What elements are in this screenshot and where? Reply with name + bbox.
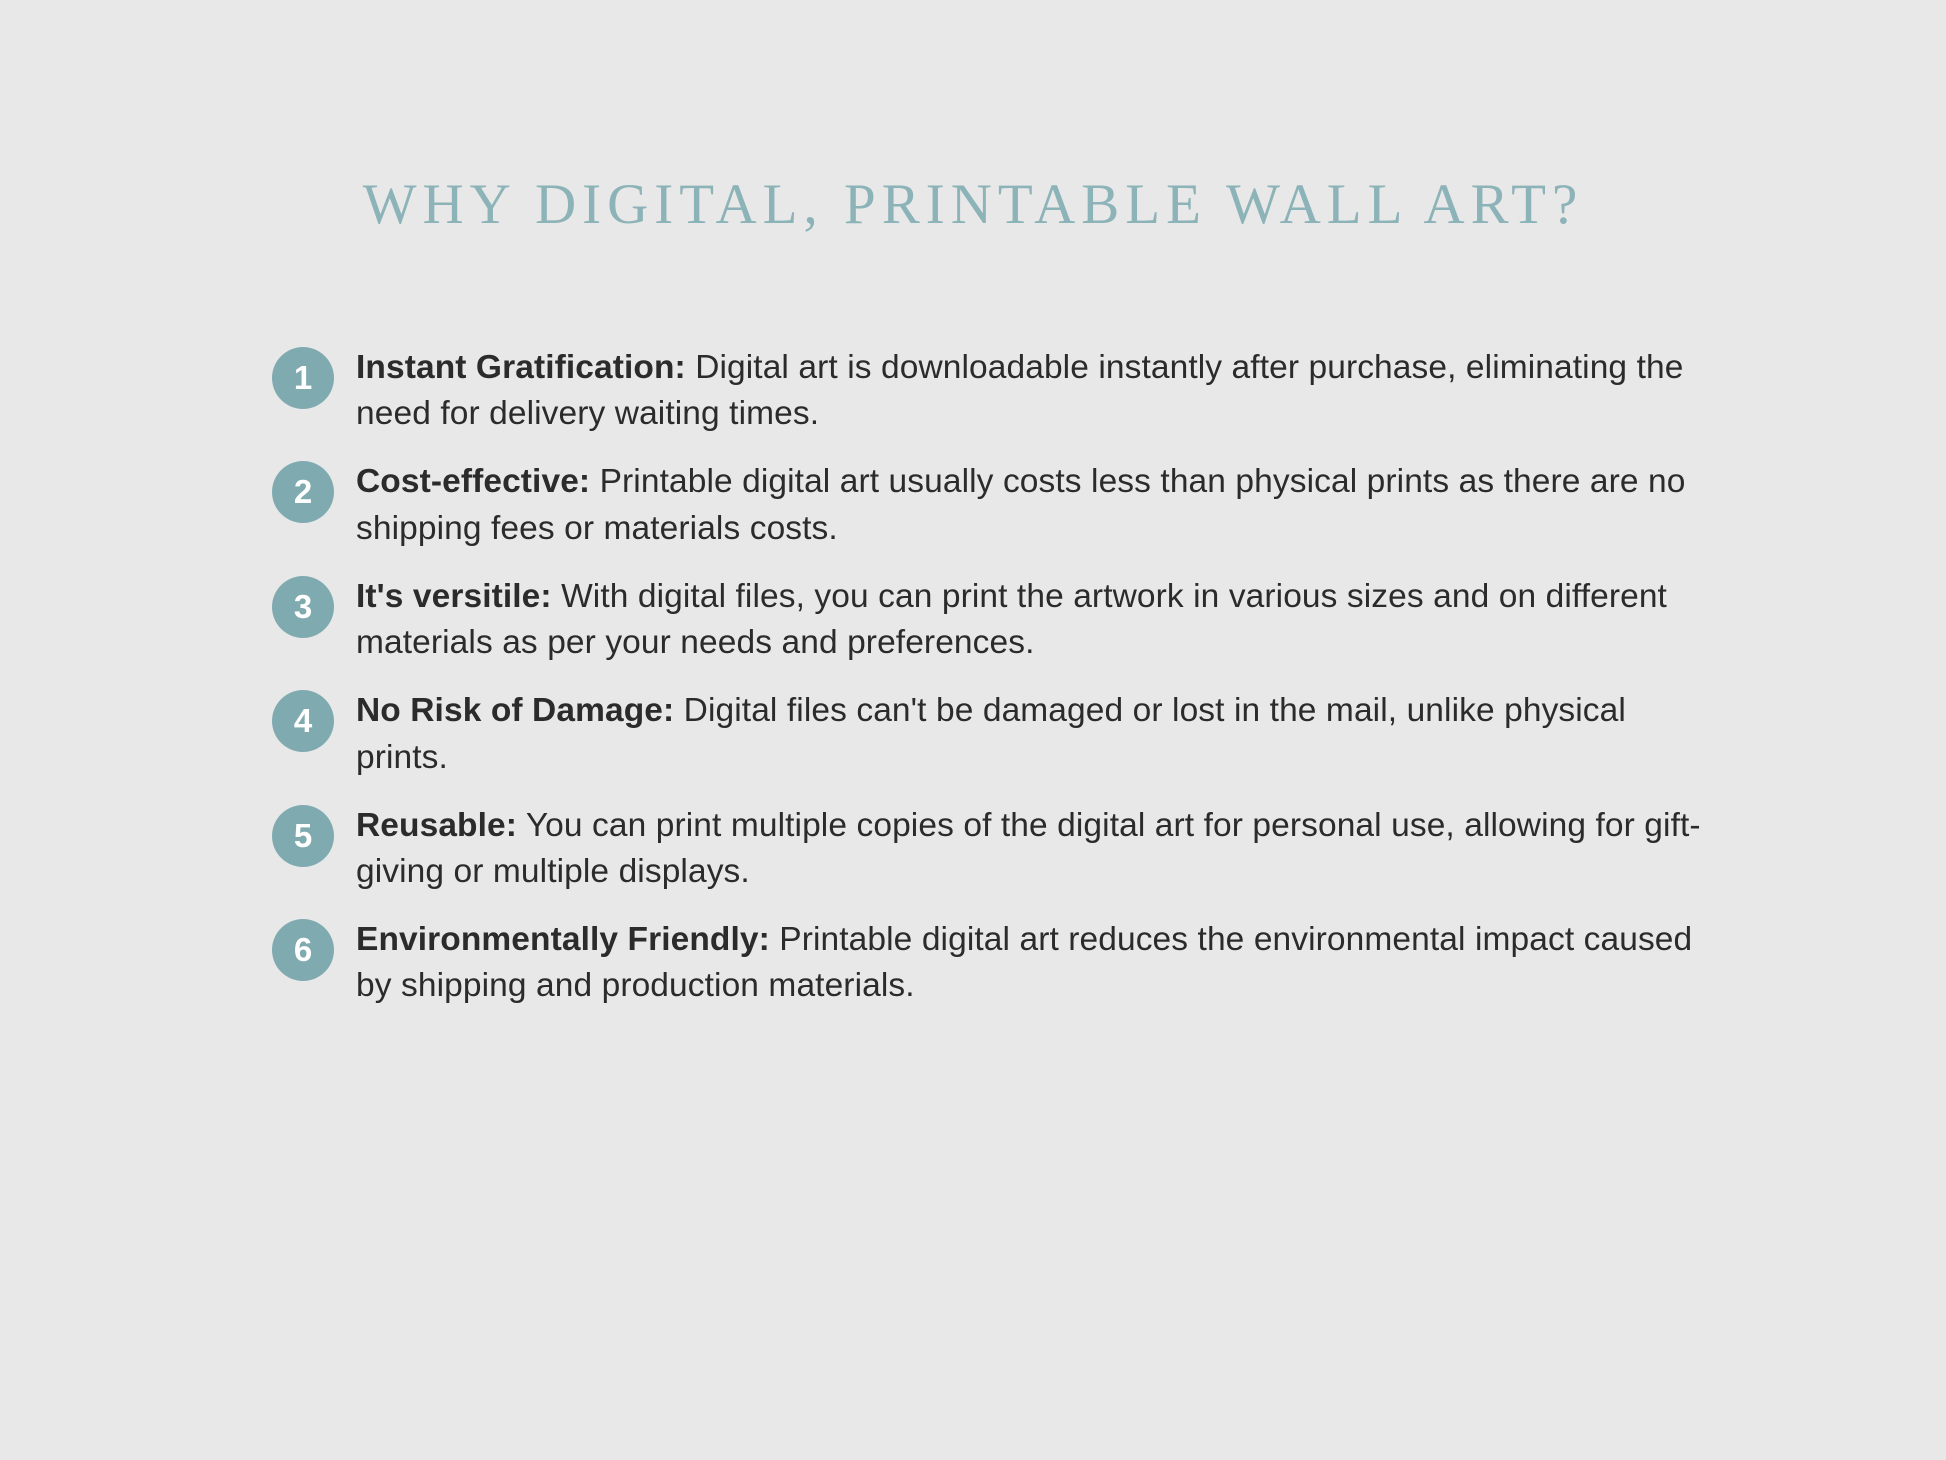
list-item (272, 574, 1702, 666)
list-item-body: Digital art is downloadable instantly after purchase, eliminating the need for delivery waiting times. (356, 349, 1684, 433)
list-item-text (356, 688, 1702, 780)
list-item-number-badge: 4 (272, 690, 334, 752)
list-item-text (356, 574, 1702, 666)
list-item-lead: Environmentally Friendly: (356, 921, 770, 959)
benefits-list (272, 345, 1702, 1032)
list-item-number-badge: 3 (272, 576, 334, 638)
list-item (272, 803, 1702, 895)
list-item-lead: It's versitile: (356, 577, 552, 615)
list-item (272, 345, 1702, 437)
list-item-text (356, 345, 1702, 437)
list-item (272, 917, 1702, 1009)
list-item-lead: Instant Gratification: (356, 349, 686, 386)
list-item-text (356, 459, 1702, 551)
list-item-body: Digital files can't be damaged or lost in the mail, unlike physical prints. (356, 692, 1626, 776)
list-item (272, 688, 1702, 780)
page-title: WHY DIGITAL, PRINTABLE WALL ART? (362, 173, 1584, 236)
list-item-lead: Cost-effective: (356, 463, 591, 501)
list-item (272, 459, 1702, 551)
list-item-body: You can print multiple copies of the digital art for personal use, allowing for gift-giving or multiple displays. (356, 806, 1701, 890)
list-item-text (356, 803, 1702, 895)
list-item-lead: No Risk of Damage: (356, 692, 675, 730)
list-item-body: Printable digital art usually costs less than physical prints as there are no shipping fees or materials costs. (356, 463, 1686, 547)
list-item-body: Printable digital art reduces the environmental impact caused by shipping and production materials. (356, 921, 1693, 1005)
list-item-body: With digital files, you can print the artwork in various sizes and on different materials as per your needs and preferences. (356, 577, 1667, 662)
list-item-number-badge: 2 (272, 461, 334, 523)
list-item-lead: Reusable: (356, 806, 518, 844)
list-item-number-badge: 6 (272, 919, 334, 981)
list-item-text (356, 917, 1702, 1009)
list-item-number-badge: 1 (272, 347, 334, 409)
list-item-number-badge: 5 (272, 805, 334, 867)
